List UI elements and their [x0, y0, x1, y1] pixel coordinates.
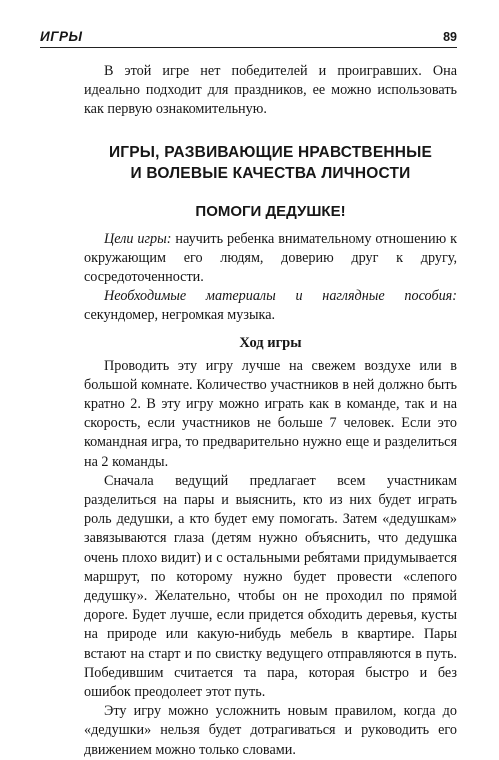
chapter-title-line1: ИГРЫ, РАЗВИВАЮЩИЕ НРАВСТВЕННЫЕ — [108, 143, 433, 161]
body-paragraph-2: Сначала ведущий предлагает всем участникам разделиться на пары и выяснить, кто из них будет играть роль дедушки, а кто будет ему помогать. Затем «дедушкам» завязываются глаза (детям нужно объяснить, что дедушка очень плохо видит) и с остальными ребятами придумывается маршрут, по которому нужно будет провести «слепого дедушку». Желательно, чтобы он не проходил по прямой дороге. Будет лучше, если придется обходить деревья, кусты на природе или какую-нибудь мебель в квартире. Пары встают на старт и по свистку ведущего отправляются в путь. Победившим считается та пара, которая быстро и без ошибок преодолеет этот путь. — [84, 472, 457, 701]
intro-paragraph: В этой игре нет победителей и проигравших. Она идеально подходит для праздников, ее можно использовать как первую ознакомительную. — [84, 63, 457, 118]
running-header — [40, 0, 457, 48]
page-number: 89 — [443, 30, 457, 44]
goals-text: научить ребенка внимательному отношению к окружающим его людям, доверию друг к другу, сосредоточенности. — [84, 230, 457, 286]
goals-label: Цели игры: — [104, 230, 172, 247]
chapter-title — [84, 142, 457, 184]
procedure-heading: Ход игры — [239, 334, 302, 351]
section-title: ИГРЫ — [40, 29, 83, 44]
game-title: ПОМОГИ ДЕДУШКЕ! — [195, 202, 346, 220]
chapter-title-line2: И ВОЛЕВЫЕ КАЧЕСТВА ЛИЧНОСТИ — [130, 164, 411, 182]
materials-label: Необходимые материалы и наглядные пособия: — [104, 288, 457, 305]
body-paragraph-1: Проводить эту игру лучше на свежем воздухе или в большой комнате. Количество участников в ней должно быть кратно 2. В эту игру можно играть как в команде, так и на скорость, если участников не больше 7 человек. Если это командная игра, то предварительно нужно еще и разделиться на 2 команды. — [84, 357, 457, 470]
materials-paragraph — [84, 287, 457, 325]
materials-text: секундомер, негромкая музыка. — [84, 307, 276, 324]
goals-paragraph — [84, 230, 457, 288]
body-paragraph-3: Эту игру можно усложнить новым правилом, когда до «дедушки» нельзя будет дотрагиваться и руководить его движением можно только словами. — [84, 703, 457, 758]
